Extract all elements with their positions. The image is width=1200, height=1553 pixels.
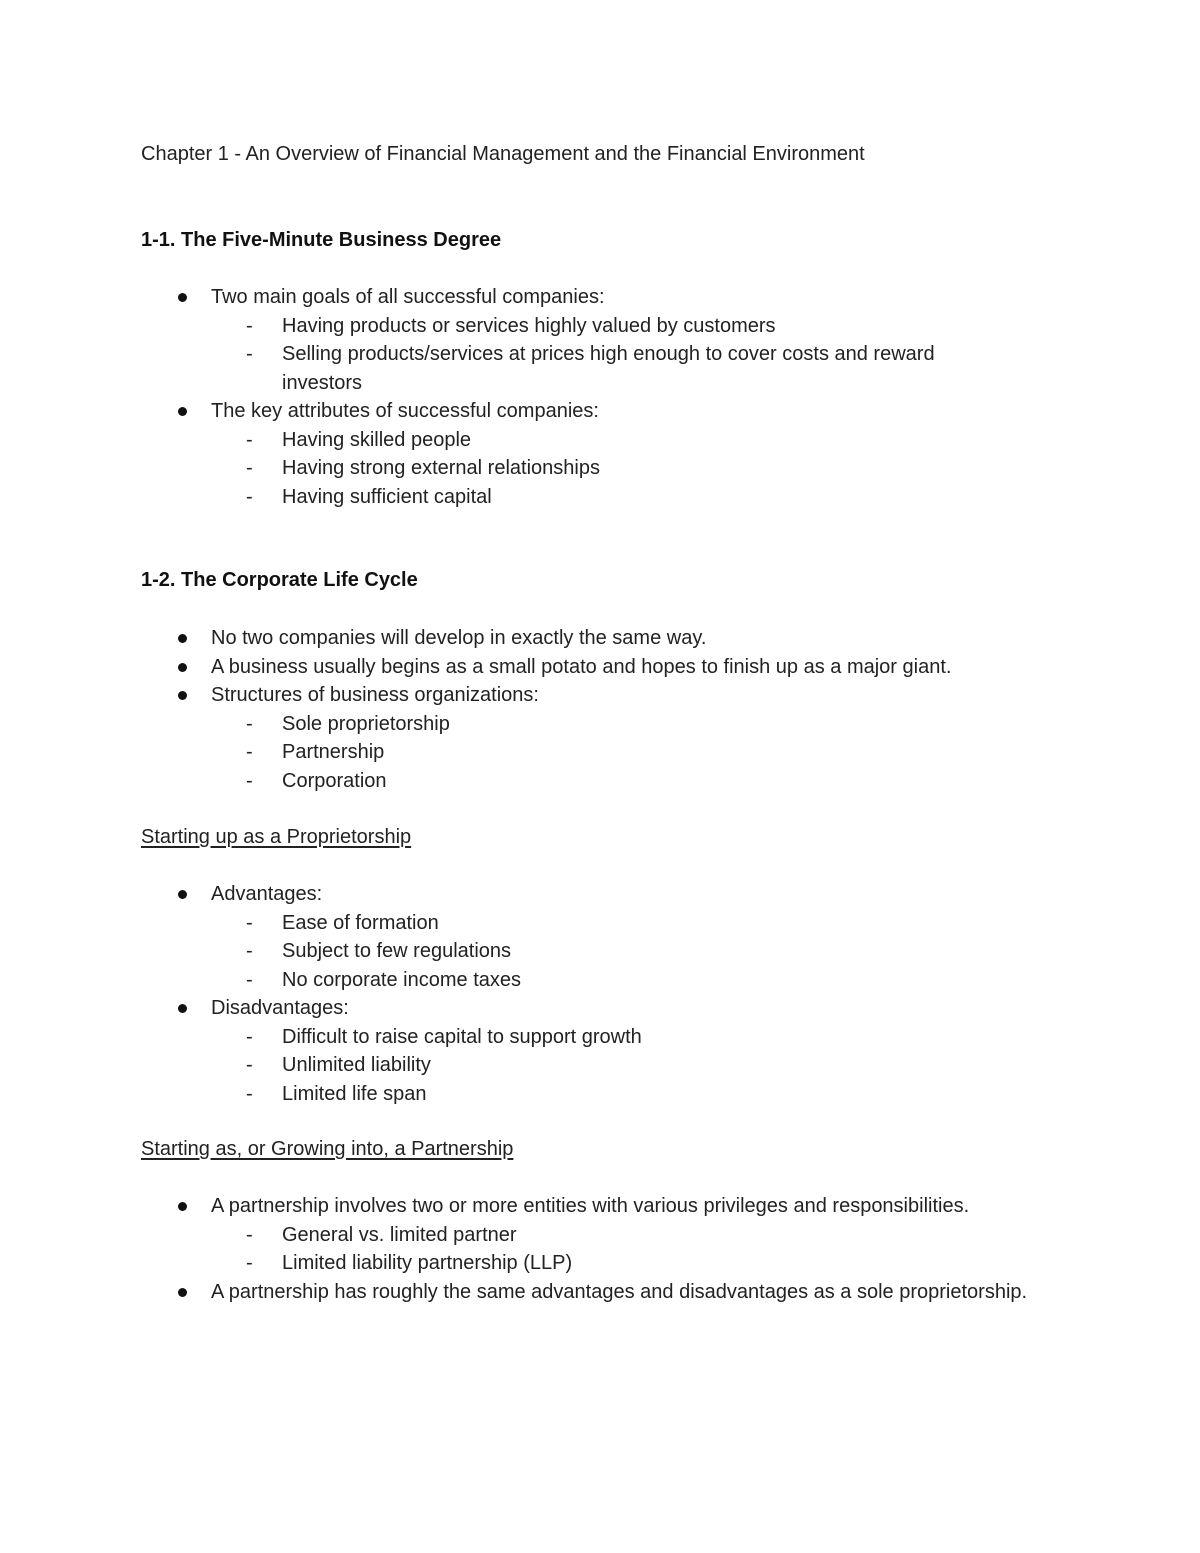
sub-list	[211, 312, 1041, 398]
bullet-icon	[178, 663, 187, 672]
bullet-text: The key attributes of successful companies:	[211, 400, 599, 422]
sub-list-item	[0, 1051, 1002, 1080]
list-item	[0, 283, 1041, 397]
dash-marker: -	[246, 712, 253, 735]
sub-list-item	[0, 909, 1002, 938]
sub-list	[211, 1221, 1041, 1278]
bullet-text: Structures of business organizations:	[211, 684, 539, 706]
bullet-icon	[178, 293, 187, 302]
bullet-text: A partnership involves two or more entities with various privileges and responsibilities.	[211, 1195, 970, 1217]
dash-marker: -	[246, 1082, 253, 1105]
dash-marker: -	[246, 457, 253, 479]
bullet-icon	[178, 890, 187, 899]
bullet-icon	[178, 1004, 187, 1013]
subheading-partnership: Starting as, or Growing into, a Partnership	[141, 1138, 514, 1160]
list-item	[0, 1192, 1041, 1278]
bullet-text: Disadvantages:	[211, 997, 349, 1019]
sub-list-item	[0, 1023, 1002, 1052]
sub-list-item	[0, 966, 1002, 995]
bullet-text: A partnership has roughly the same advantages and disadvantages as a sole proprietorship.	[211, 1280, 1028, 1303]
list-item	[0, 1278, 1041, 1307]
dash-marker: -	[246, 940, 253, 962]
sub-item-text: Having strong external relationships	[282, 457, 600, 479]
section-1-2-list	[0, 624, 1200, 795]
dash-marker: -	[246, 1223, 253, 1246]
dash-marker: -	[246, 911, 253, 934]
sub-list-item	[0, 1221, 1002, 1250]
bullet-text: Advantages:	[211, 883, 323, 905]
list-item	[0, 653, 1041, 682]
bullet-text: A business usually begins as a small potato and hopes to finish up as a major giant.	[211, 655, 952, 678]
sub-item-text: Sole proprietorship	[282, 712, 450, 735]
sub-list	[211, 426, 1041, 512]
sub-item-text: No corporate income taxes	[282, 968, 522, 991]
list-item	[0, 624, 1041, 653]
sub-item-text: Corporation	[282, 769, 387, 792]
dash-marker: -	[246, 769, 253, 792]
bullet-icon	[178, 407, 187, 416]
partnership-list	[0, 1192, 1200, 1306]
sub-item-text: Ease of formation	[282, 911, 439, 934]
bullet-icon	[178, 1202, 187, 1211]
sub-list-item	[0, 454, 1002, 483]
sub-list	[211, 909, 1041, 995]
sub-item-text: Difficult to raise capital to support growth	[282, 1025, 642, 1048]
section-heading-five-minute-degree: 1-1. The Five-Minute Business Degree	[141, 229, 502, 251]
bullet-icon	[178, 691, 187, 700]
dash-marker: -	[246, 741, 253, 763]
document-title: Chapter 1 - An Overview of Financial Management and the Financial Environment	[141, 143, 865, 165]
sub-list-item	[0, 312, 1002, 341]
list-item	[0, 681, 1041, 795]
sub-item-text: Subject to few regulations	[282, 940, 512, 962]
sub-list-item	[0, 1080, 1002, 1109]
sub-item-text: Having products or services highly valued by customers	[282, 314, 776, 337]
list-item	[0, 994, 1041, 1108]
sub-item-text: Limited liability partnership (LLP)	[282, 1252, 573, 1274]
dash-marker: -	[246, 343, 253, 365]
bullet-text: No two companies will develop in exactly the same way.	[211, 627, 707, 649]
sub-item-text: Having skilled people	[282, 428, 472, 451]
dash-marker: -	[246, 428, 253, 451]
sub-list-item	[0, 767, 1002, 796]
dash-marker: -	[246, 1252, 253, 1274]
sub-list	[211, 1023, 1041, 1109]
section-1-1-list	[0, 283, 1200, 511]
dash-marker: -	[246, 968, 253, 991]
sub-list-item	[0, 426, 1002, 455]
section-heading-corporate-life-cycle: 1-2. The Corporate Life Cycle	[141, 569, 418, 591]
sub-list-item	[0, 483, 1002, 512]
proprietorship-list	[0, 880, 1200, 1108]
subheading-proprietorship: Starting up as a Proprietorship	[141, 826, 412, 848]
sub-item-text: Having sufficient capital	[282, 485, 492, 508]
sub-item-text: Unlimited liability	[282, 1054, 431, 1076]
sub-list	[211, 710, 1041, 796]
dash-marker: -	[246, 1054, 253, 1076]
sub-list-item	[0, 340, 1002, 397]
bullet-text: Two main goals of all successful companies:	[211, 286, 605, 308]
list-item	[0, 397, 1041, 511]
sub-list-item	[0, 710, 1002, 739]
sub-item-text: General vs. limited partner	[282, 1223, 517, 1246]
bullet-icon	[178, 1288, 187, 1297]
bullet-icon	[178, 634, 187, 643]
dash-marker: -	[246, 314, 253, 337]
sub-item-text: Limited life span	[282, 1082, 427, 1105]
sub-list-item	[0, 1249, 1002, 1278]
dash-marker: -	[246, 1025, 253, 1048]
sub-list-item	[0, 738, 1002, 767]
sub-item-text: Partnership	[282, 741, 385, 763]
list-item	[0, 880, 1041, 994]
sub-item-text: Selling products/services at prices high enough to cover costs and reward investors	[282, 343, 935, 394]
sub-list-item	[0, 937, 1002, 966]
dash-marker: -	[246, 485, 253, 508]
